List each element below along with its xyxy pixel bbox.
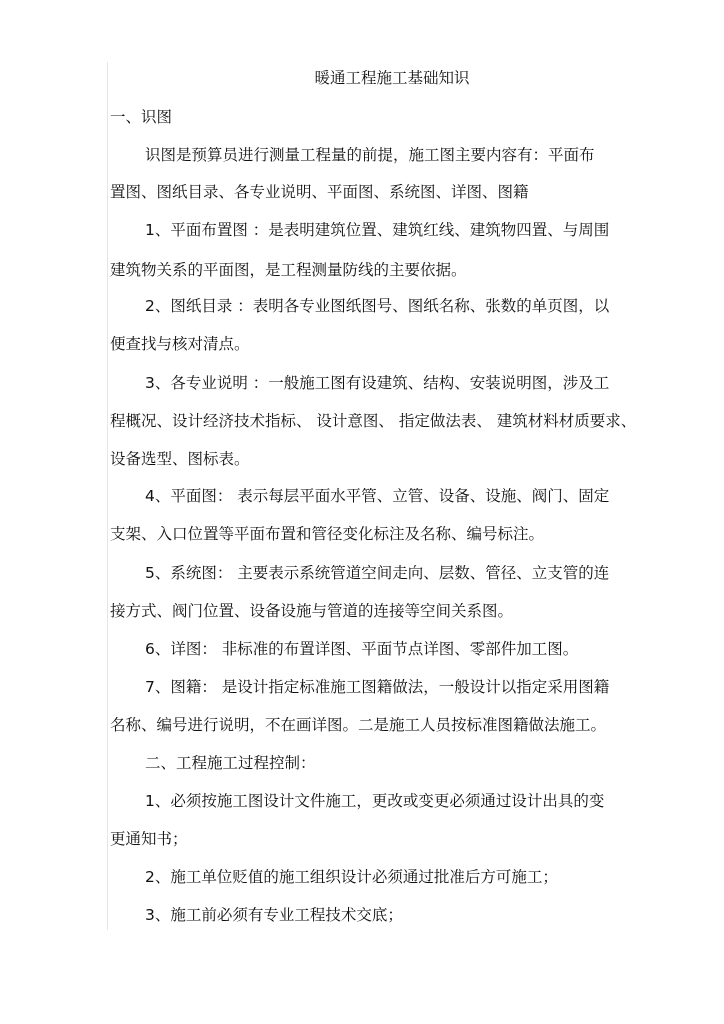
paragraph-line: 置图、图纸目录、各专业说明、平面图、系统图、详图、图籍	[110, 183, 529, 201]
paragraph-line: 名称、编号进行说明，不在画详图。二是施工人员按标准图籍做法施工。	[110, 716, 607, 734]
paragraph-line: 程概况、设计经济技术指标、 设计意图、 指定做法表、 建筑材料材质要求、	[110, 412, 637, 430]
paragraph-line: 5、系统图： 主要表示系统管道空间走向、层数、管径、立支管的连	[145, 564, 610, 582]
paragraph-line: 3、施工前必须有专业工程技术交底；	[145, 906, 403, 924]
paragraph-line: 便查找与核对清点。	[110, 335, 250, 353]
paragraph-line: 1、必须按施工图设计文件施工，更改或变更必须通过设计出具的变	[145, 792, 605, 810]
paragraph-line: 1、平面布置图 ：是表明建筑位置、建筑红线、建筑物四置、与周围	[145, 221, 610, 239]
paragraph-line: 更通知书；	[110, 830, 188, 848]
paragraph-line: 7、图籍： 是设计指定标准施工图籍做法，一般设计以指定采用图籍	[145, 678, 610, 696]
paragraph-line: 3、各专业说明 ：一般施工图有设建筑、结构、安装说明图，涉及工	[145, 374, 610, 392]
paragraph-line: 6、详图： 非标准的布置详图、平面节点详图、零部件加工图。	[145, 640, 579, 658]
section-heading-1: 一、识图	[110, 108, 173, 126]
paragraph-line: 4、平面图： 表示每层平面水平管、立管、设备、设施、阀门、固定	[145, 487, 610, 505]
paragraph-line: 支架、入口位置等平面布置和管径变化标注及名称、编号标注。	[110, 525, 545, 543]
paragraph-line: 识图是预算员进行测量工程量的前提，施工图主要内容有：平面布	[145, 146, 595, 164]
section-heading-2: 二、工程施工过程控制：	[145, 754, 316, 772]
paragraph-line: 接方式、阀门位置、设备设施与管道的连接等空间关系图。	[110, 602, 514, 620]
page-margin-line	[107, 62, 108, 930]
paragraph-line: 2、施工单位贬值的施工组织设计必须通过批准后方可施工；	[145, 868, 558, 886]
paragraph-line: 建筑物关系的平面图，是工程测量防线的主要依据。	[110, 261, 467, 279]
paragraph-line: 2、图纸目录 ：表明各专业图纸图号、图纸名称、张数的单页图，以	[145, 297, 610, 315]
document-title: 暖通工程施工基础知识	[314, 69, 470, 87]
paragraph-line: 设备选型、图标表。	[110, 450, 250, 468]
